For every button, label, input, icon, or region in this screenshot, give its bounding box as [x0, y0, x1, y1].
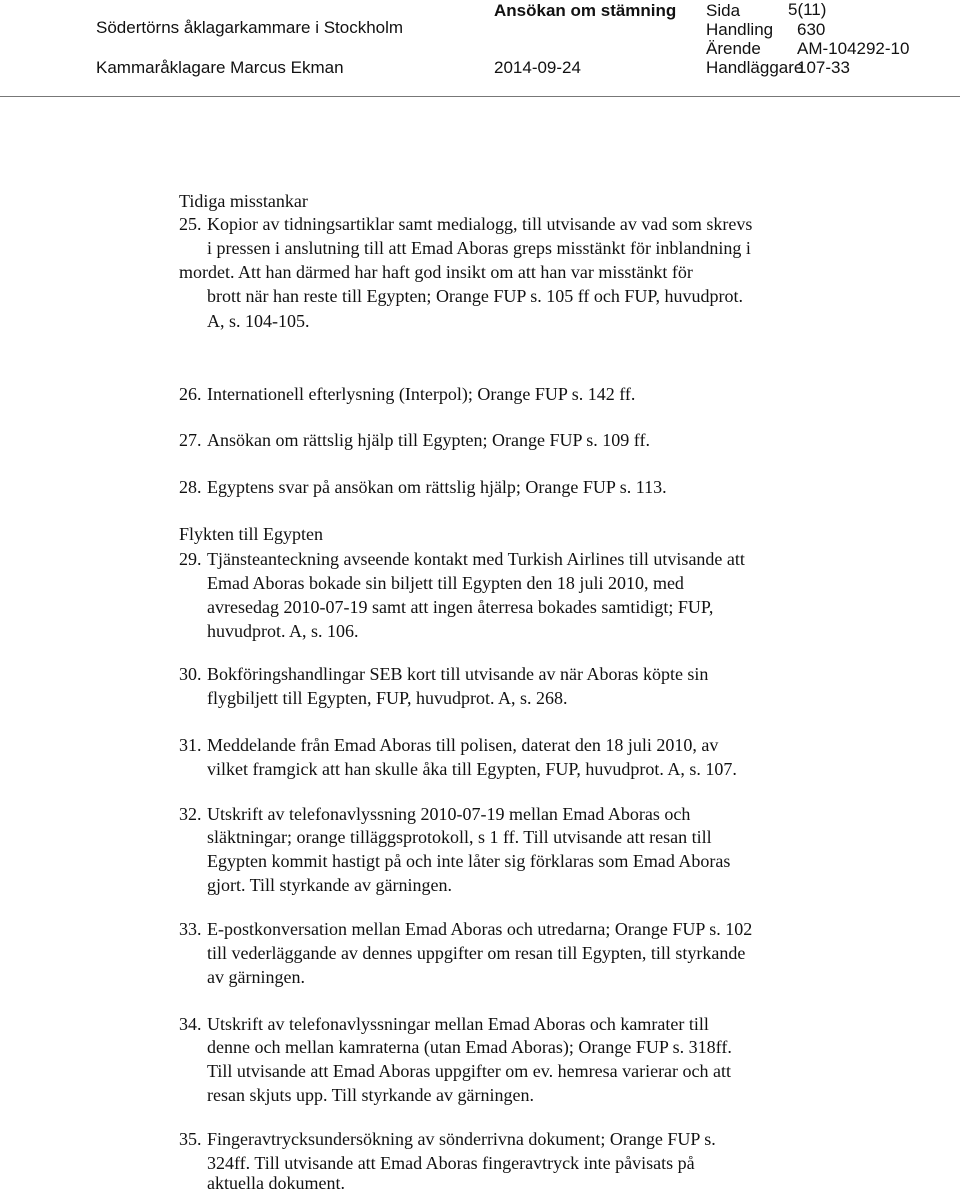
case-label: Ärende: [706, 39, 761, 58]
item-text-line: Emad Aboras bokade sin biljett till Egypten den 18 juli 2010, med: [207, 573, 684, 593]
item-number: 30.: [179, 664, 202, 684]
case-value: AM-104292-10: [797, 39, 910, 58]
item-text-line: Egypten kommit hastigt på och inte låter sig förklaras som Emad Aboras: [207, 851, 731, 871]
item-text-line: Tjänsteanteckning avseende kontakt med Turkish Airlines till utvisande att: [207, 549, 745, 569]
item-text-line: Bokföringshandlingar SEB kort till utvisande av när Aboras köpte sin: [207, 664, 709, 684]
item-text-line: flygbiljett till Egypten, FUP, huvudprot. A, s. 268.: [207, 688, 568, 708]
item-number: 34.: [179, 1014, 202, 1034]
item-number: 32.: [179, 804, 202, 824]
item-text-line: A, s. 104-105.: [207, 311, 310, 331]
item-text-line: Meddelande från Emad Aboras till polisen, daterat den 18 juli 2010, av: [207, 735, 719, 755]
document-title: Ansökan om stämning: [494, 1, 677, 20]
page-label: Sida: [706, 1, 741, 20]
item-text-line: 324ff. Till utvisande att Emad Aboras fingeravtryck inte påvisats på: [207, 1153, 695, 1173]
item-text-line: huvudprot. A, s. 106.: [207, 621, 359, 641]
item-number: 31.: [179, 735, 202, 755]
item-text-line: avresedag 2010-07-19 samt att ingen återresa bokades samtidigt; FUP,: [207, 597, 714, 617]
item-text-line: Kopior av tidningsartiklar samt medialogg, till utvisande av vad som skrevs: [207, 214, 753, 234]
item-number: 33.: [179, 919, 202, 939]
item-text-line: av gärningen.: [207, 967, 305, 987]
page-header: [0, 0, 960, 98]
handling-label: Handling: [706, 20, 774, 39]
handler-value: 107-33: [797, 58, 850, 77]
item-text-line: Fingeravtrycksundersökning av sönderrivna dokument; Orange FUP s.: [207, 1129, 716, 1149]
handling-value: 630: [797, 20, 826, 39]
item-text-line: i pressen i anslutning till att Emad Aboras greps misstänkt för inblandning i: [207, 238, 751, 258]
header-divider: [0, 96, 960, 97]
item-number: 29.: [179, 549, 202, 569]
prosecutor-name: Kammaråklagare Marcus Ekman: [96, 58, 344, 77]
page-value: 5(11): [788, 0, 827, 19]
document-date: 2014-09-24: [494, 58, 581, 77]
item-text-line: släktningar; orange tilläggsprotokoll, s 1 ff. Till utvisande att resan till: [207, 827, 712, 847]
item-number: 25.: [179, 214, 202, 234]
item-text-line: Egyptens svar på ansökan om rättslig hjälp; Orange FUP s. 113.: [207, 477, 667, 497]
item-text-line: E-postkonversation mellan Emad Aboras och utredarna; Orange FUP s. 102: [207, 919, 753, 939]
item-number: 27.: [179, 430, 202, 450]
item-text-line: Utskrift av telefonavlyssning 2010-07-19 mellan Emad Aboras och: [207, 804, 691, 824]
section-heading: Flykten till Egypten: [179, 524, 323, 544]
item-text-line: Till utvisande att Emad Aboras uppgifter om ev. hemresa varierar och att: [207, 1061, 732, 1081]
item-text-line: till vederläggande av dennes uppgifter om resan till Egypten, till styrkande: [207, 943, 746, 963]
section-heading: Tidiga misstankar: [179, 191, 308, 211]
handler-label: Handläggare: [706, 58, 804, 77]
item-text-line: vilket framgick att han skulle åka till Egypten, FUP, huvudprot. A, s. 107.: [207, 759, 737, 779]
item-text-line: gjort. Till styrkande av gärningen.: [207, 875, 452, 895]
item-text-line: aktuella dokument.: [207, 1173, 345, 1193]
item-text-line: resan skjuts upp. Till styrkande av gärningen.: [207, 1085, 534, 1105]
item-text-line: brott när han reste till Egypten; Orange FUP s. 105 ff och FUP, huvudprot.: [207, 286, 743, 306]
item-number: 35.: [179, 1129, 202, 1149]
org-name: Södertörns åklagarkammare i Stockholm: [96, 18, 404, 37]
item-number: 28.: [179, 477, 202, 497]
item-number: 26.: [179, 384, 202, 404]
item-text-line: denne och mellan kamraterna (utan Emad Aboras); Orange FUP s. 318ff.: [207, 1037, 732, 1057]
item-text-line: Ansökan om rättslig hjälp till Egypten; Orange FUP s. 109 ff.: [207, 430, 650, 450]
item-text-line: mordet. Att han därmed har haft god insikt om att han var misstänkt för: [179, 262, 693, 282]
item-text-line: Internationell efterlysning (Interpol); Orange FUP s. 142 ff.: [207, 384, 636, 404]
item-text-line: Utskrift av telefonavlyssningar mellan Emad Aboras och kamrater till: [207, 1014, 709, 1034]
